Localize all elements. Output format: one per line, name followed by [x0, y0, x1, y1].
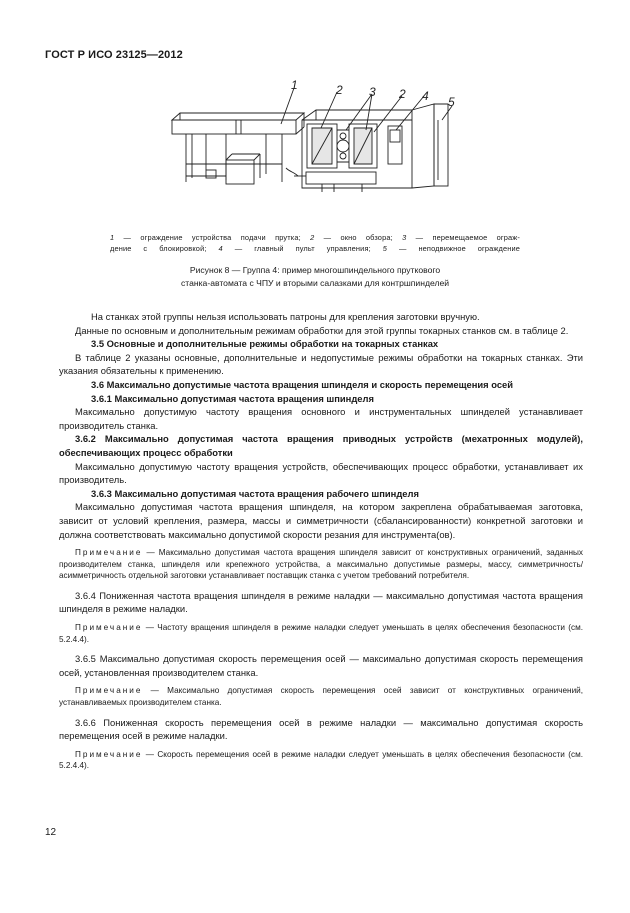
callout-5: 5: [448, 95, 455, 109]
document-header: ГОСТ Р ИСО 23125—2012: [45, 49, 183, 61]
caption-line-1: Рисунок 8 — Группа 4: пример многошпиндельного пруткового: [189, 265, 441, 275]
legend-num: 2: [310, 233, 315, 242]
note-2: [59, 622, 583, 645]
note-label: Примечание: [75, 548, 143, 558]
machine-figure: [166, 80, 466, 224]
figure-caption: [110, 264, 520, 290]
note-label: Примечание: [75, 686, 143, 696]
note-text: — Скорость перемещения осей в режиме наладки следует уменьшать в целях обеспечения безопасности (см. 5.2.4.4).: [59, 749, 583, 771]
section-heading-3-5: 3.5 Основные и дополнительные режимы обработки на токарных станках: [91, 338, 439, 350]
page-number: 12: [45, 827, 57, 838]
note-text: — Максимально допустимая скорость перемещения осей зависит от конструктивных ограничений, устанавливаемых производителем станка.: [59, 686, 583, 708]
legend-text: — окно обзора;: [314, 233, 403, 242]
legend-text: — ограждение устройства подачи прутка;: [114, 233, 311, 242]
note-label: Примечание: [75, 623, 143, 633]
paragraph: В таблице 2 указаны основные, дополнительные и недопустимые режимы обработки на токарных станках. Эти указания обязательны к применению.: [59, 351, 583, 377]
note-3: [59, 685, 583, 708]
legend-num: 5: [382, 244, 388, 253]
section-heading-3-6-3: 3.6.3 Максимально допустимая частота вращения рабочего шпинделя: [91, 487, 419, 499]
legend-line-2: [110, 243, 520, 254]
callout-4: 4: [422, 89, 429, 103]
note-4: [59, 749, 583, 772]
section-heading-3-6-2: 3.6.2 Максимально допустимая частота вращения приводных устройств (мехатронных модулей), обеспечивающих процесс обработки: [59, 433, 583, 458]
figure-legend: [110, 232, 520, 254]
legend-num: 3: [402, 233, 407, 242]
note-1: [59, 547, 583, 582]
body-text: [59, 310, 583, 772]
legend-text: дение с блокировкой;: [110, 244, 219, 253]
legend-line-1: [110, 232, 520, 243]
section-heading-3-6-1: 3.6.1 Максимально допустимая частота вращения шпинделя: [91, 392, 374, 404]
note-text: — Максимально допустимая частота вращения шпинделя зависит от конструктивных ограничений, заданных производителем станка, шпинделя или крепежного устройства, а максимально допустимые размеры, массу, симметричность/асимметричность отдельной заготовки устанавливает поставщик станка с учетом требований потребителя.: [59, 548, 583, 581]
paragraph: Максимально допустимую частоту вращения устройств, обеспечивающих процесс обработки, устанавливает их производитель.: [59, 460, 583, 486]
caption-line-2: станка-автомата с ЧПУ и вторыми салазками для контршпинделей: [180, 278, 450, 288]
legend-num: 4: [218, 244, 223, 253]
paragraph: Данные по основным и дополнительным режимам обработки для этой группы токарных станков см. в таблице 2.: [75, 324, 569, 336]
note-label: Примечание: [75, 749, 143, 759]
legend-text: — перемещаемое ограж-: [406, 233, 520, 242]
paragraph: На станках этой группы нельзя использовать патроны для крепления заготовки вручную.: [91, 311, 480, 322]
callout-2b: 2: [399, 87, 406, 101]
paragraph-3-6-4: 3.6.4 Пониженная частота вращения шпинделя в режиме наладки — максимально допустимая частота вращения шпинделя в режиме наладки.: [59, 589, 583, 615]
paragraph-3-6-5: 3.6.5 Максимально допустимая скорость перемещения осей — максимально допустимая скорость перемещения осей, установленная производителем станка.: [59, 653, 583, 678]
callout-3: 3: [369, 85, 376, 99]
legend-text: — главный пульт управления;: [222, 244, 383, 253]
callout-1: 1: [291, 80, 298, 92]
paragraph: Максимально допустимая частота вращения шпинделя, на котором закреплена обрабатываемая заготовка, зависит от условий крепления, размера, массы и симметричности (сбалансированности) конкретной заготовки и должна соответствовать максимально допустимой скорости резания для инструмента(ов).: [59, 501, 583, 540]
legend-text: — неподвижное ограждение: [387, 244, 521, 253]
callout-2: 2: [336, 83, 343, 97]
legend-num: 1: [110, 233, 115, 242]
paragraph-3-6-6: 3.6.6 Пониженная скорость перемещения осей в режиме наладки — максимально допустимая скорость перемещения осей в режиме наладки.: [59, 716, 583, 742]
section-heading-3-6: 3.6 Максимально допустимые частота вращения шпинделя и скорость перемещения осей: [91, 378, 514, 390]
paragraph: Максимально допустимую частоту вращения основного и инструментальных шпинделей устанавливает производитель станка.: [59, 406, 583, 431]
note-text: — Частоту вращения шпинделя в режиме наладки следует уменьшать в целях обеспечения безопасности (см. 5.2.4.4).: [59, 623, 583, 644]
